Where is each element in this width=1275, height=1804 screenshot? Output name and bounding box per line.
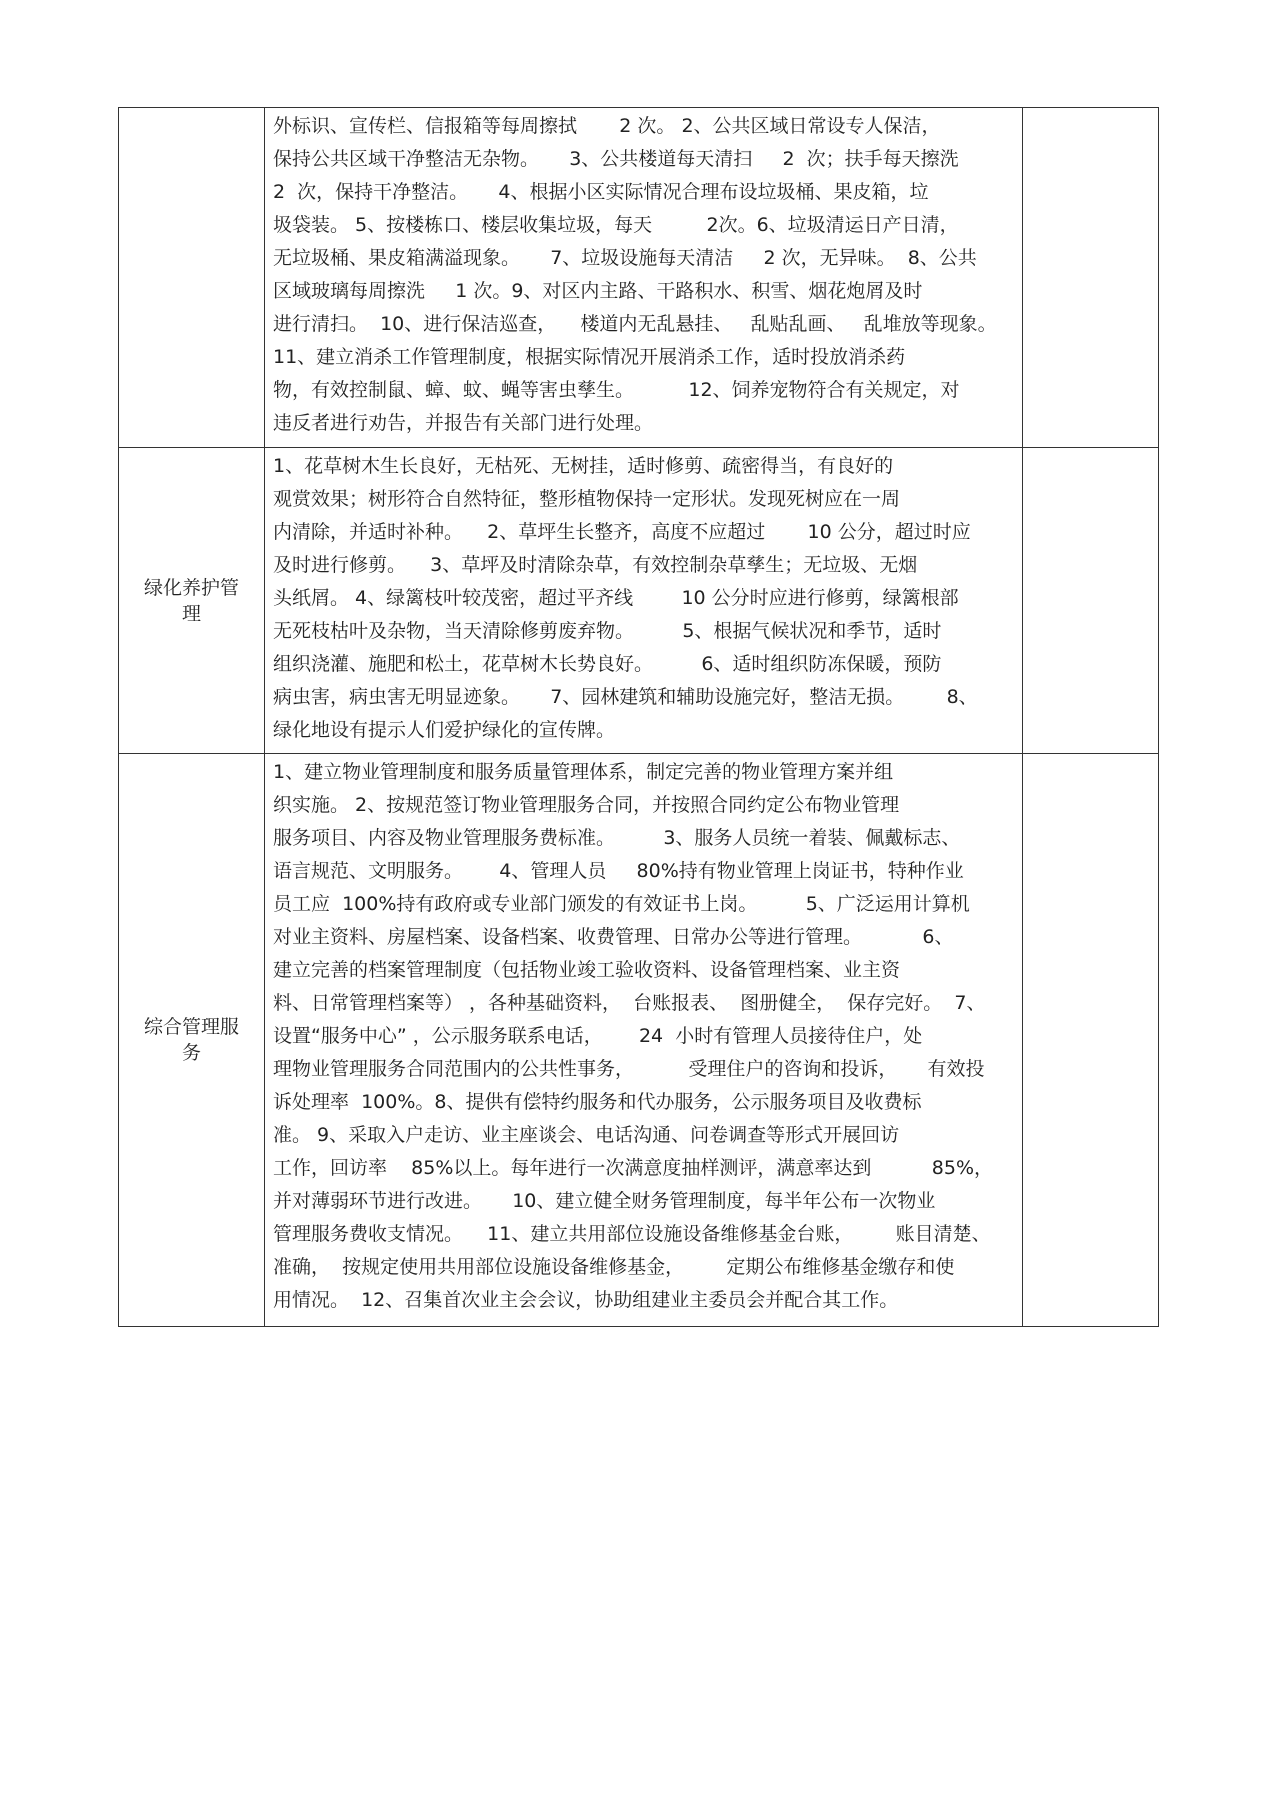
content-line: 准。 9、采取入户走访、业主座谈会、电话沟通、问卷调查等形式开展回访 — [273, 1124, 900, 1146]
category-label: 综合管理服务 — [143, 1016, 239, 1064]
content-line: 组织浇灌、施肥和松土，花草树木长势良好。 6、适时组织防冻保暖，预防 — [273, 653, 942, 675]
content-line: 圾袋装。 5、按楼栋口、楼层收集垃圾，每天 2次。6、垃圾清运日产日清， — [273, 214, 959, 236]
content-line: 服务项目、内容及物业管理服务费标准。 3、服务人员统一着装、佩戴标志、 — [273, 827, 961, 849]
content-line: 对业主资料、房屋档案、设备档案、收费管理、日常办公等进行管理。 6、 — [273, 926, 954, 948]
content-line: 建立完善的档案管理制度（包括物业竣工验收资料、设备管理档案、业主资 — [273, 959, 901, 981]
content-line: 并对薄弱环节进行改进。 10、建立健全财务管理制度，每半年公布一次物业 — [273, 1190, 936, 1212]
content-line: 理物业管理服务合同范围内的公共性事务， 受理住户的咨询和投诉， 有效投 — [273, 1058, 985, 1080]
content-line: 病虫害，病虫害无明显迹象。 7、园林建筑和辅助设施完好，整洁无损。 8、 — [273, 686, 978, 708]
content-line: 料、日常管理档案等） ，各种基础资料， 台账报表、 图册健全， 保存完好。 7、 — [273, 992, 986, 1014]
content-line: 观赏效果；树形符合自然特征，整形植物保持一定形状。发现死树应在一周 — [273, 488, 901, 510]
remarks-cell — [1023, 754, 1159, 1327]
content-line: 工作，回访率 85%以上。每年进行一次满意度抽样测评，满意率达到 85%， — [273, 1157, 994, 1179]
remarks-cell — [1023, 108, 1159, 448]
content-line: 无死枝枯叶及杂物，当天清除修剪废弃物。 5、根据气候状况和季节，适时 — [273, 620, 942, 642]
table-row-management — [119, 754, 1159, 1327]
content-line: 头纸屑。 4、绿篱枝叶较茂密，超过平齐线 10 公分时应进行修剪，绿篱根部 — [273, 587, 959, 609]
content-line: 1、花草树木生长良好，无枯死、无树挂，适时修剪、疏密得当，有良好的 — [273, 455, 894, 477]
table-row-cleaning — [119, 108, 1159, 448]
content-line: 用情况。 12、召集首次业主会会议，协助组建业主委员会并配合其工作。 — [273, 1289, 899, 1311]
content-line: 设置“服务中心” ，公示服务联系电话， 24 小时有管理人员接待住户，处 — [273, 1025, 923, 1047]
content-line: 员工应 100%持有政府或专业部门颁发的有效证书上岗。 5、广泛运用计算机 — [273, 893, 970, 915]
content-line: 11、建立消杀工作管理制度，根据实际情况开展消杀工作，适时投放消杀药 — [273, 346, 906, 368]
category-cell — [119, 754, 265, 1327]
content-cell — [265, 108, 1023, 448]
content-line: 区域玻璃每周擦洗 1 次。9、对区内主路、干路积水、积雪、烟花炮屑及时 — [273, 280, 923, 302]
content-line: 及时进行修剪。 3、草坪及时清除杂草，有效控制杂草孳生；无垃圾、无烟 — [273, 554, 918, 576]
content-cell — [265, 448, 1023, 754]
category-cell — [119, 108, 265, 448]
content-line: 物，有效控制鼠、蟑、蚊、蝇等害虫孳生。 12、饲养宠物符合有关规定，对 — [273, 379, 960, 401]
content-line: 保持公共区域干净整洁无杂物。 3、公共楼道每天清扫 2 次；扶手每天擦洗 — [273, 148, 959, 170]
content-line: 绿化地设有提示人们爱护绿化的宣传牌。 — [273, 719, 616, 741]
table-row-greening — [119, 448, 1159, 754]
property-service-standards-table — [118, 107, 1159, 1327]
remarks-cell — [1023, 448, 1159, 754]
content-cell — [265, 754, 1023, 1327]
content-line: 进行清扫。 10、进行保洁巡查， 楼道内无乱悬挂、 乱贴乱画、 乱堆放等现象。 — [273, 313, 997, 335]
category-cell — [119, 448, 265, 754]
content-line: 织实施。 2、按规范签订物业管理服务合同，并按照合同约定公布物业管理 — [273, 794, 900, 816]
content-line: 违反者进行劝告，并报告有关部门进行处理。 — [273, 412, 654, 434]
content-line: 语言规范、文明服务。 4、管理人员 80%持有物业管理上岗证书，特种作业 — [273, 860, 964, 882]
content-line: 管理服务费收支情况。 11、建立共用部位设施设备维修基金台账， 账目清楚、 — [273, 1223, 991, 1245]
content-line: 外标识、宣传栏、信报箱等每周擦拭 2 次。 2、公共区域日常设专人保洁， — [273, 115, 941, 137]
content-line: 准确， 按规定使用共用部位设施设备维修基金， 定期公布维修基金缴存和使 — [273, 1256, 955, 1278]
content-line: 无垃圾桶、果皮箱满溢现象。 7、垃圾设施每天清洁 2 次，无异味。 8、公共 — [273, 247, 977, 269]
content-line: 诉处理率 100%。8、提供有偿特约服务和代办服务，公示服务项目及收费标 — [273, 1091, 922, 1113]
content-line: 2 次，保持干净整洁。 4、根据小区实际情况合理布设垃圾桶、果皮箱，垃 — [273, 181, 929, 203]
content-line: 1、建立物业管理制度和服务质量管理体系，制定完善的物业管理方案并组 — [273, 761, 894, 783]
content-line: 内清除，并适时补种。 2、草坪生长整齐，高度不应超过 10 公分，超过时应 — [273, 521, 971, 543]
category-label: 绿化养护管理 — [143, 576, 239, 625]
